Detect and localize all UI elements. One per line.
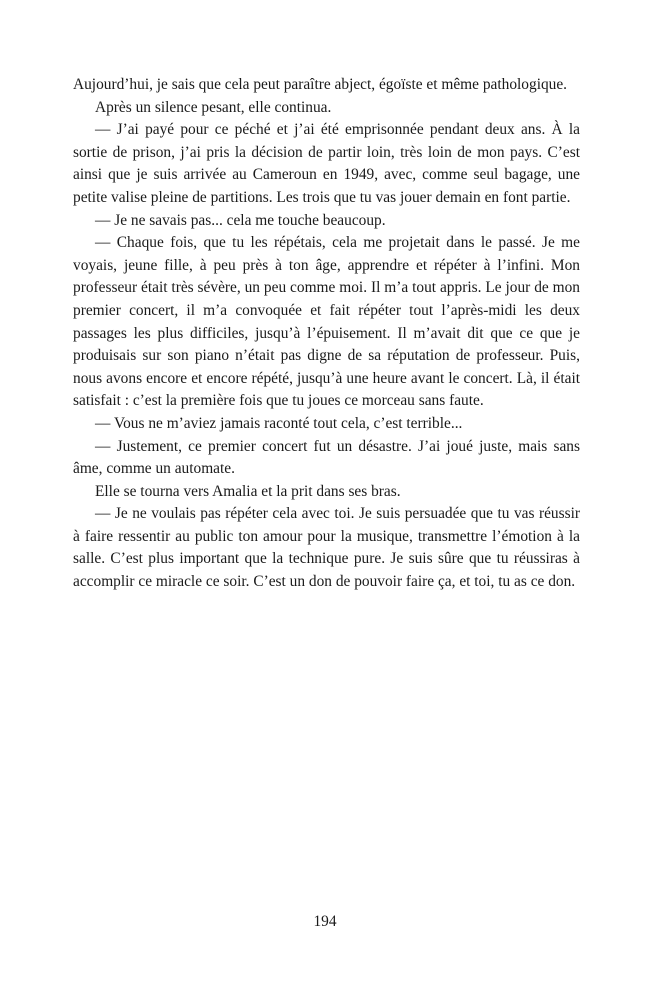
paragraph: — Vous ne m’aviez jamais raconté tout cela, c’est terrible... [95,414,463,432]
paragraph: — Je ne voulais pas répéter cela avec toi. Je suis persuadée que tu vas réussir à faire ressentir au public ton amour pour la musique, transmettre l’émotion à la salle. C’est plus important que la technique pure. Je suis sûre que tu réussiras à accomplir ce miracle ce soir. C’est un don de pouvoir faire ça, et toi, tu as ce don. [73,505,580,591]
paragraph: Elle se tourna vers Amalia et la prit dans ses bras. [95,482,401,500]
paragraph: — Justement, ce premier concert fut un désastre. J’ai joué juste, mais sans âme, comme un automate. [73,437,580,478]
page-number: 194 [313,913,337,930]
paragraph: Après un silence pesant, elle continua. [95,98,332,116]
paragraph: — Je ne savais pas... cela me touche beaucoup. [95,211,386,229]
paragraph: — J’ai payé pour ce péché et j’ai été emprisonnée pendant deux ans. À la sortie de prison, j’ai pris la décision de partir loin, très loin de mon pays. C’est ainsi que je suis arrivée au Cameroun en 1949, avec, comme seul bagage, une petite valise pleine de partitions. Les trois que tu vas jouer demain en font partie. [73,121,580,206]
page-text [73,74,580,594]
paragraph: — Chaque fois, que tu les répétais, cela me projetait dans le passé. Je me voyais, jeune fille, à peu près à ton âge, apprendre et répéter à l’infini. Mon professeur était très sévère, un peu comme moi. Il m’a tout appris. Le jour de mon premier concert, il m’a convoquée et fait répéter tout l’après-midi les deux passages les plus difficiles, jusqu’à l’épuisement. Il m’avait dit que ce que je produisais sur son piano n’était pas digne de sa réputation de professeur. Puis, nous avons encore et encore répété, jusqu’à une heure avant le concert. Là, il était satisfait : c’est la première fois que tu joues ce morceau sans faute. [73,234,580,410]
paragraph: Aujourd’hui, je sais que cela peut paraître abject, égoïste et même pathologique. [73,76,568,93]
